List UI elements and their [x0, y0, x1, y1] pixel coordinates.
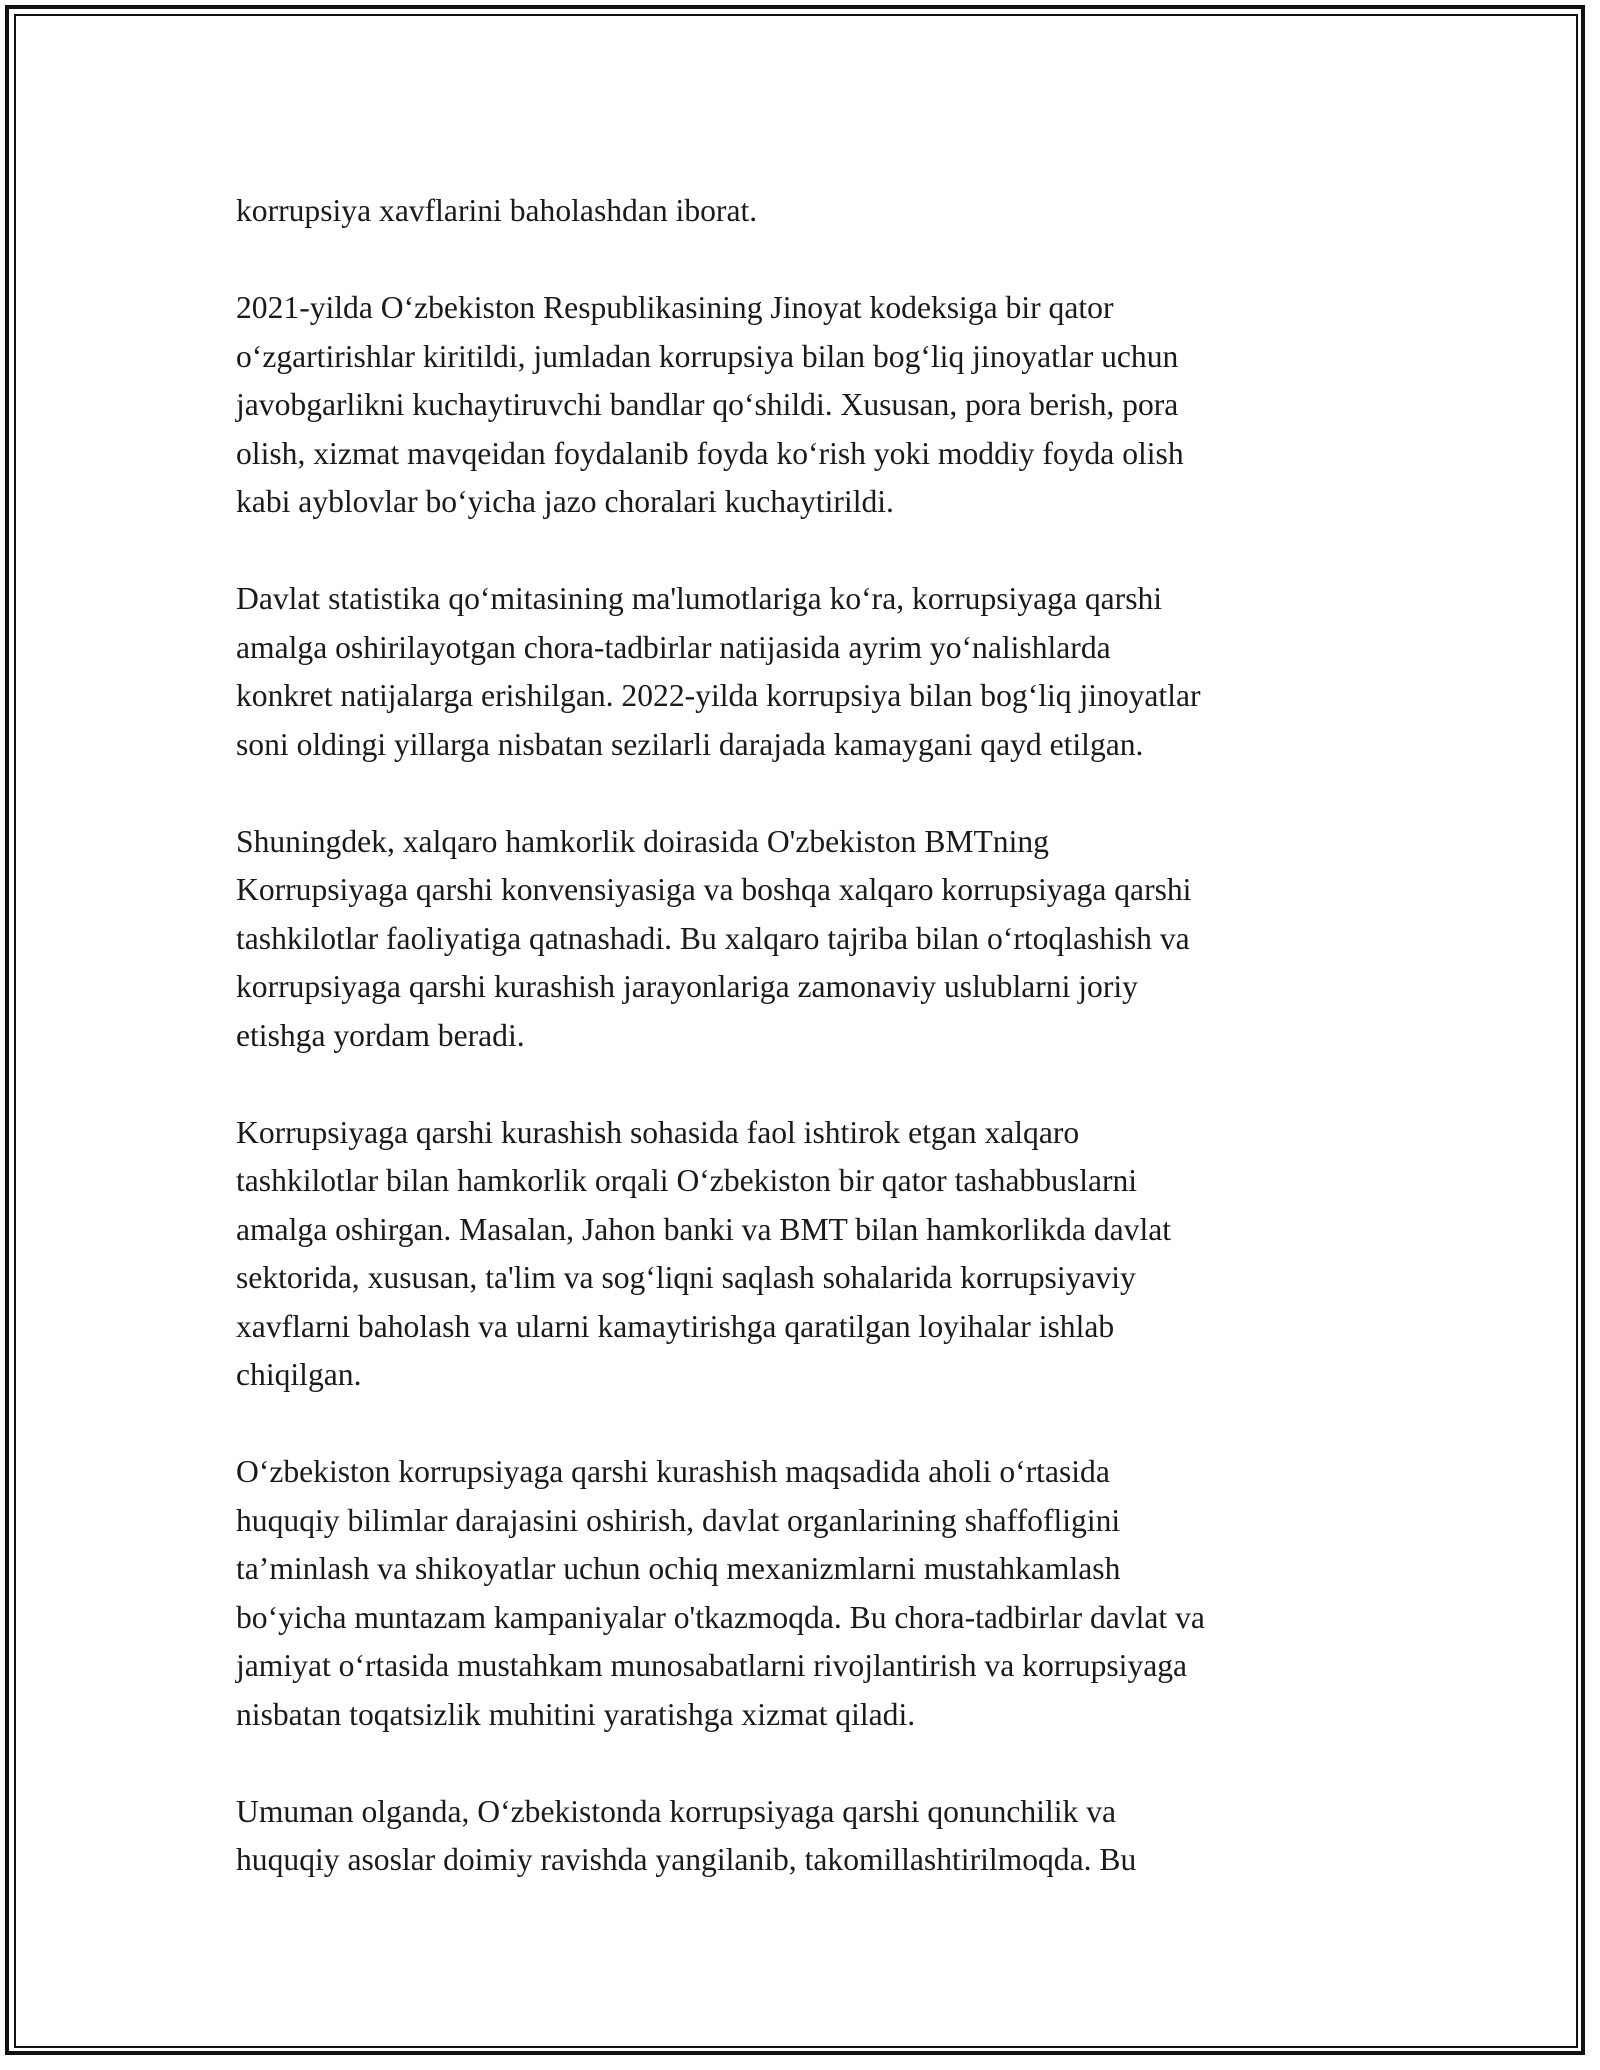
text-line: korrupsiya xavflarini baholashdan iborat.	[236, 193, 758, 228]
text-line: ta’minlash va shikoyatlar uchun ochiq mexanizmlarni mustahkamlash	[236, 1551, 1121, 1586]
text-line: amalga oshirgan. Masalan, Jahon banki va BMT bilan hamkorlikda davlat	[236, 1211, 1172, 1247]
document-body	[236, 187, 1366, 1885]
text-line: chiqilgan.	[236, 1357, 362, 1392]
text-line: bo‘yicha muntazam kampaniyalar o'tkazmoqda. Bu chora-tadbirlar davlat va	[236, 1599, 1205, 1635]
text-line: tashkilotlar faoliyatiga qatnashadi. Bu xalqaro tajriba bilan o‘rtoqlashish va	[236, 920, 1190, 956]
text-line: olish, xizmat mavqeidan foydalanib foyda ko‘rish yoki moddiy foyda olish	[236, 435, 1184, 471]
text-line: javobgarlikni kuchaytiruvchi bandlar qo‘shildi. Xususan, pora berish, pora	[236, 387, 1179, 422]
text-line: 2021-yilda O‘zbekiston Respublikasining Jinoyat kodeksiga bir qator	[236, 290, 1114, 325]
text-line: amalga oshirilayotgan chora-tadbirlar natijasida ayrim yo‘nalishlarda	[236, 629, 1111, 665]
text-line: huquqiy bilimlar darajasini oshirish, davlat organlarining shaffofligini	[236, 1502, 1121, 1538]
text-line: tashkilotlar bilan hamkorlik orqali O‘zbekiston bir qator tashabbuslarni	[236, 1163, 1138, 1198]
text-line: o‘zgartirishlar kiritildi, jumladan korrupsiya bilan bog‘liq jinoyatlar uchun	[236, 338, 1179, 374]
text-line: Korrupsiyaga qarshi konvensiyasiga va boshqa xalqaro korrupsiyaga qarshi	[236, 872, 1192, 907]
text-line: konkret natijalarga erishilgan. 2022-yilda korrupsiya bilan bog‘liq jinoyatlar	[236, 678, 1201, 713]
text-line: soni oldingi yillarga nisbatan sezilarli darajada kamaygani qayd etilgan.	[236, 726, 1144, 762]
paragraph-3	[236, 575, 1366, 769]
text-line: Shuningdek, xalqaro hamkorlik doirasida O'zbekiston BMTning	[236, 823, 1049, 859]
paragraph-6	[236, 1448, 1366, 1739]
text-line: jamiyat o‘rtasida mustahkam munosabatlarni rivojlantirish va korrupsiyaga	[236, 1648, 1188, 1683]
paragraph-2	[236, 284, 1366, 527]
text-line: nisbatan toqatsizlik muhitini yaratishga xizmat qiladi.	[236, 1696, 916, 1732]
paragraph-1	[236, 187, 1366, 236]
text-line: kabi ayblovlar bo‘yicha jazo choralari kuchaytirildi.	[236, 484, 894, 519]
paragraph-5	[236, 1109, 1366, 1400]
text-line: xavflarni baholash va ularni kamaytirishga qaratilgan loyihalar ishlab	[236, 1308, 1115, 1344]
text-line: etishga yordam beradi.	[236, 1017, 525, 1053]
text-line: huquqiy asoslar doimiy ravishda yangilanib, takomillashtirilmoqda. Bu	[236, 1842, 1137, 1877]
text-line: korrupsiyaga qarshi kurashish jarayonlariga zamonaviy uslublarni joriy	[236, 969, 1138, 1004]
paragraph-7	[236, 1788, 1366, 1885]
paragraph-4	[236, 818, 1366, 1061]
text-line: O‘zbekiston korrupsiyaga qarshi kurashish maqsadida aholi o‘rtasida	[236, 1454, 1110, 1489]
text-line: Davlat statistika qo‘mitasining ma'lumotlariga ko‘ra, korrupsiyaga qarshi	[236, 581, 1163, 616]
text-line: sektorida, xususan, ta'lim va sog‘liqni saqlash sohalarida korrupsiyaviy	[236, 1260, 1136, 1295]
text-line: Umuman olganda, O‘zbekistonda korrupsiyaga qarshi qonunchilik va	[236, 1793, 1117, 1829]
text-line: Korrupsiyaga qarshi kurashish sohasida faol ishtirok etgan xalqaro	[236, 1114, 1080, 1150]
